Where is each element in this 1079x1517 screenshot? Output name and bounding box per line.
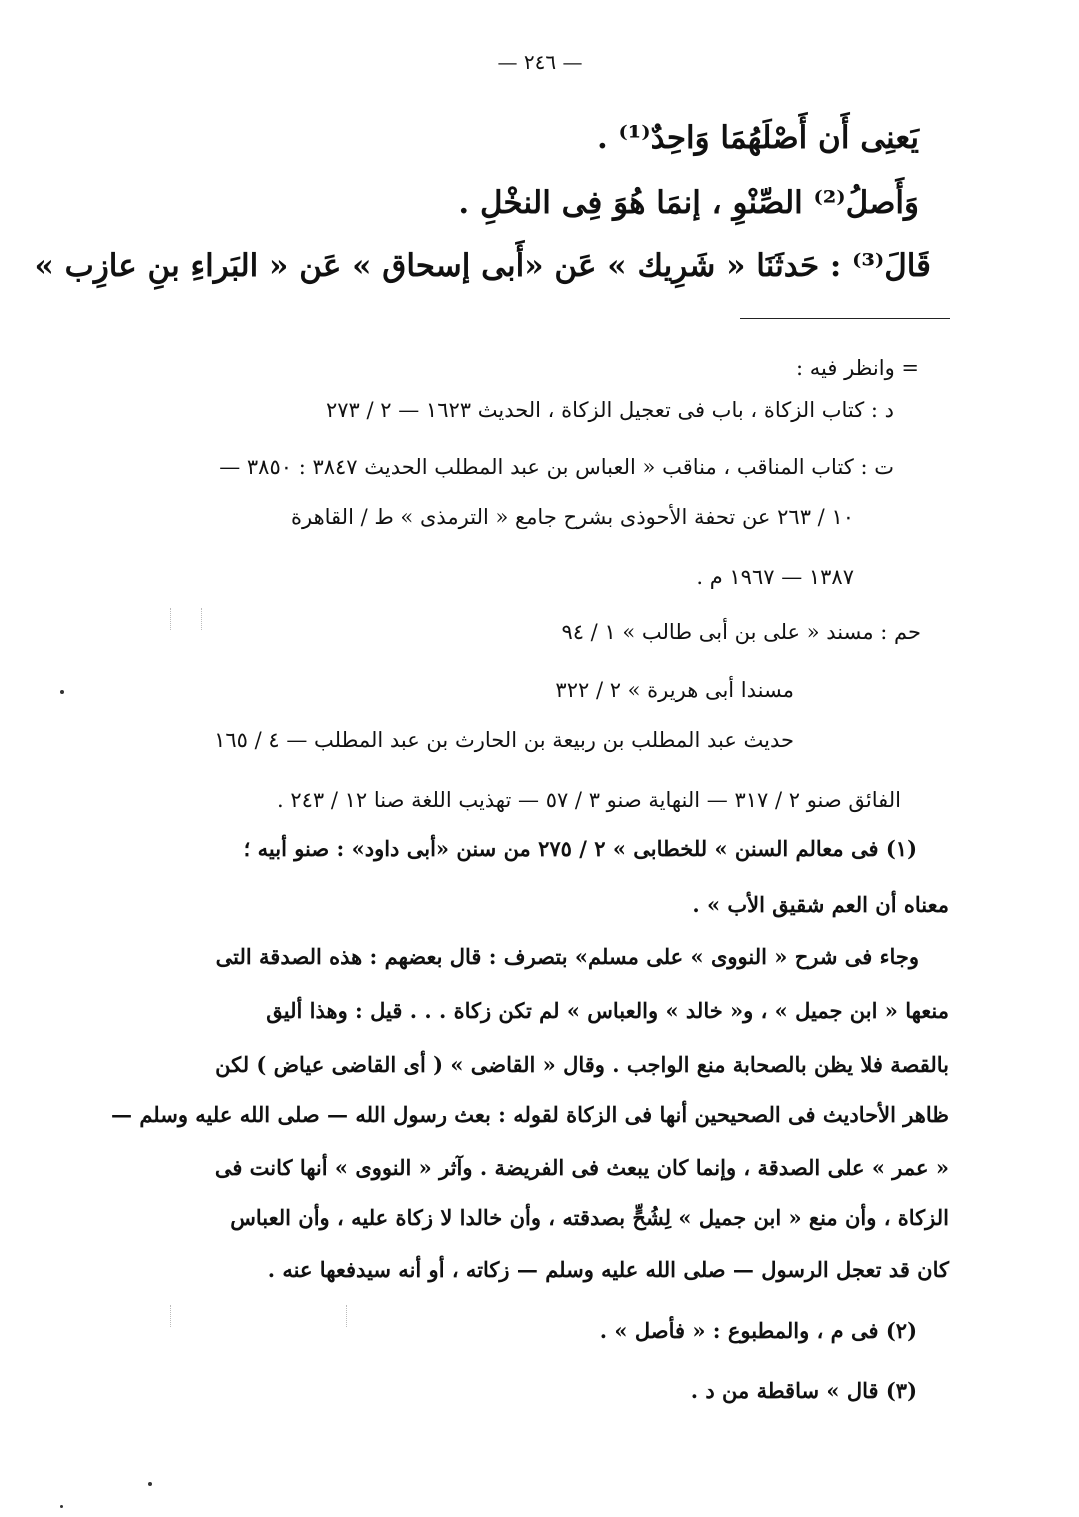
nawawi-paragraph-line-3: بالقصة فلا يظن بالصحابة منع الواجب . وقال « القاضى » ( أى القاضى عياض ) لكن bbox=[215, 1052, 949, 1077]
footnote-2: (٢) فى م ، والمطبوع : « فأصل » . bbox=[599, 1318, 917, 1343]
nawawi-paragraph-line-7: كان قد تعجل الرسول — صلى الله عليه وسلم — زكاته ، أو أنه سيدفعها عنه . bbox=[267, 1257, 949, 1282]
nawawi-paragraph-line-4: ظاهر الأحاديث فى الصحيحين أنها فى الزكاة لقوله : بعث رسول الله — صلى الله عليه وسلم — bbox=[111, 1102, 949, 1127]
main-text-line-2: وَأَصلُ⁽²⁾ الصِّنْوِ ، إنمَا هُوَ فِى النخْلِ . bbox=[458, 185, 919, 221]
ref-tirmidhi-3: ١٣٨٧ — ١٩٦٧ م . bbox=[696, 565, 854, 589]
scan-artifact bbox=[170, 608, 202, 630]
nawawi-paragraph-line-6: الزكاة ، وأن منع « ابن جميل » لِشُحٍّ بصدقته ، وأن خالدا لا زكاة عليه ، وأن العباس bbox=[230, 1205, 949, 1230]
scan-speck bbox=[60, 690, 64, 694]
ref-lexicons: الفائق صنو ٢ / ٣١٧ — النهاية صنو ٣ / ٥٧ — تهذيب اللغة صنا ١٢ / ٢٤٣ . bbox=[276, 788, 901, 812]
footnote-1-line-1: (١) فى معالم السنن » للخطابى » ٢ / ٢٧٥ من سنن «أبى داود» : صنو أبيه ؛ bbox=[243, 836, 917, 861]
nawawi-paragraph-line-5: « عمر » على الصدقة ، وإنما كان يبعث فى الفريضة . وآثر « النووى » أنها كانت فى bbox=[214, 1155, 949, 1180]
footnote-1-line-2: معناه أن العم شقيق الأب » . bbox=[692, 892, 949, 917]
page-number: — ٢٤٦ — bbox=[497, 50, 583, 74]
ref-musnad-3: حديث عبد المطلب بن ربيعة بن الحارث بن عبد المطلب — ٤ / ١٦٥ bbox=[214, 728, 794, 752]
main-text-line-1: يَعنِى أَن أَصْلَهُمَا وَاحِدٌ⁽¹⁾ . bbox=[596, 120, 919, 156]
scan-artifact bbox=[170, 1305, 347, 1327]
footnote-separator bbox=[740, 318, 950, 319]
ref-tirmidhi-1: ت : كتاب المناقب ، مناقب « العباس بن عبد المطلب الحديث ٣٨٤٧ : ٣٨٥٠ — bbox=[219, 455, 894, 479]
scan-speck bbox=[60, 1505, 63, 1508]
scan-speck bbox=[148, 1482, 152, 1486]
refs-intro: = وانظر فيه : bbox=[796, 356, 919, 380]
footnote-3: (٣) قال » ساقطة من د . bbox=[690, 1378, 917, 1403]
nawawi-paragraph-line-2: منعها « ابن جميل » ، و« خالد » والعباس » لم تكن زكاة . . . قيل : وهذا أليق bbox=[266, 998, 949, 1023]
main-text-line-3: قَالَ⁽³⁾ : حَدثَنَا « شَرِيك » عَن «أَبى إسحاق » عَن « البَراءِ بنِ عازِب » bbox=[34, 248, 931, 284]
ref-musnad-1: حم : مسند « على بن أبى طالب » ١ / ٩٤ bbox=[561, 620, 921, 644]
ref-musnad-2: مسندا أبى هريرة » ٢ / ٣٢٢ bbox=[555, 678, 794, 702]
nawawi-paragraph-line-1: وجاء فى شرح « النووى » على مسلم» بتصرف : قال بعضهم : هذه الصدقة التى bbox=[215, 944, 919, 969]
ref-abu-dawud: د : كتاب الزكاة ، باب فى تعجيل الزكاة ، الحديث ١٦٢٣ — ٢ / ٢٧٣ bbox=[326, 398, 894, 422]
ref-tirmidhi-2: ١٠ / ٢٦٣ عن تحفة الأحوذى بشرح جامع « الترمذى » ط / القاهرة bbox=[290, 505, 854, 529]
